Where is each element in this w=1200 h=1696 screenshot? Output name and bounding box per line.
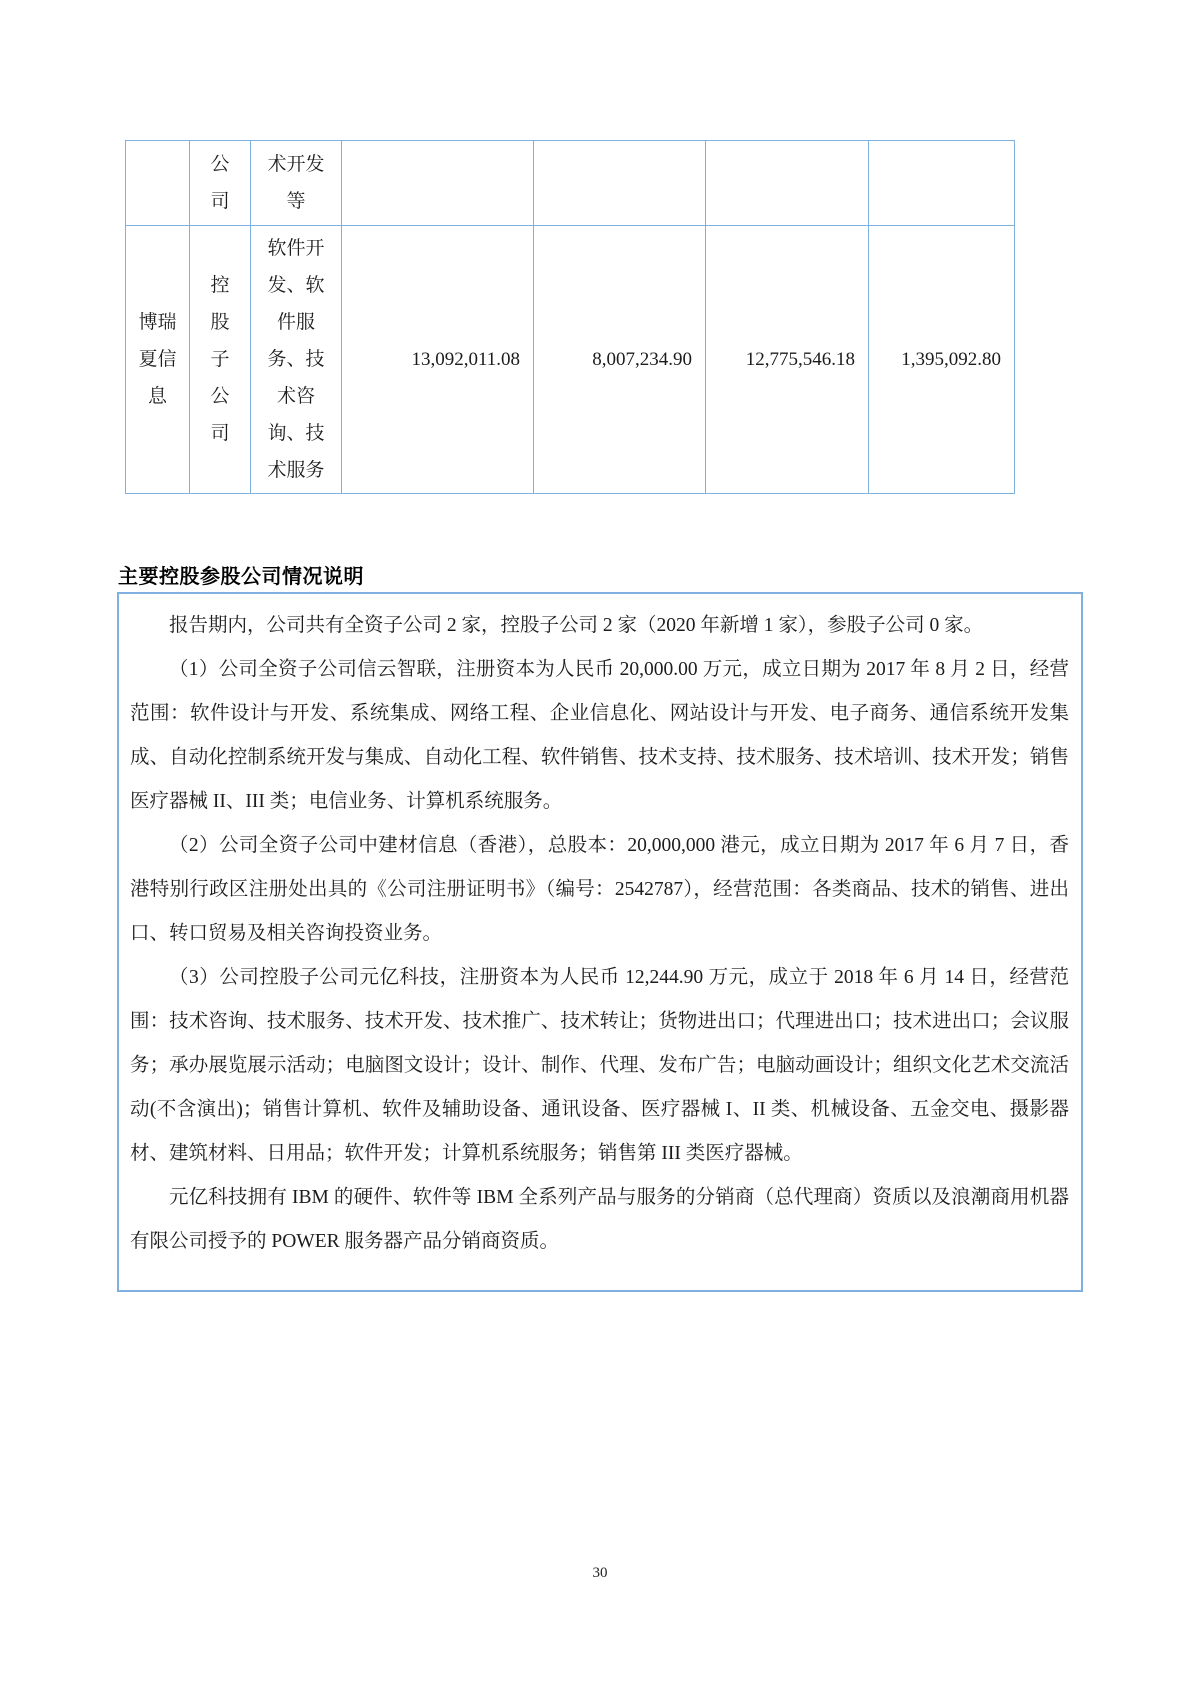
paragraph-subsidiary-3: （3）公司控股子公司元亿科技，注册资本为人民币 12,244.90 万元，成立于 2018 年 6 月 14 日，经营范围：技术咨询、技术服务、技术开发、技术推广、技术转让；货物进出口；代理进出口；技术进出口；会议服务；承办展览展示活动；电脑图文设计；设计、制作、代理、发布广告；电脑动画设计；组织文化艺术交流活动(不含演出)；销售计算机、软件及辅助设备、通讯设备、医疗器械 I、II 类、机械设备、五金交电、摄影器材、建筑材料、日用品；软件开发；计算机系统服务；销售第 III 类医疗器械。 (130, 967, 1069, 1164)
table-row (126, 141, 1015, 226)
subsidiaries-info-box (117, 592, 1083, 1292)
table-cell (190, 141, 251, 226)
business-scope-cell (251, 226, 342, 494)
table-row (126, 226, 1015, 494)
paragraph-summary: 报告期内，公司共有全资子公司 2 家，控股子公司 2 家（2020 年新增 1 家），参股子公司 0 家。 (169, 615, 984, 636)
table-cell-amount: 1,395,092.80 (869, 226, 1015, 494)
cell-text: 控股子公司 (210, 275, 230, 444)
cell-text: 公司 (210, 154, 230, 212)
table-cell-amount: 8,007,234.90 (534, 226, 706, 494)
table-cell (126, 141, 190, 226)
table-cell (869, 141, 1015, 226)
table-cell (342, 141, 534, 226)
cell-text: 博瑞夏信息 (138, 312, 177, 407)
table-cell (706, 141, 869, 226)
table-cell-amount: 13,092,011.08 (342, 226, 534, 494)
company-name-cell (126, 226, 190, 494)
paragraph-subsidiary-1: （1）公司全资子公司信云智联，注册资本为人民币 20,000.00 万元，成立日期为 2017 年 8 月 2 日，经营范围：软件设计与开发、系统集成、网络工程、企业信息化、网站设计与开发、电子商务、通信系统开发集成、自动化控制系统开发与集成、自动化工程、软件销售、技术支持、技术服务、技术培训、技术开发；销售医疗器械 II、III 类；电信业务、计算机系统服务。 (130, 659, 1069, 812)
paragraph-qualifications: 元亿科技拥有 IBM 的硬件、软件等 IBM 全系列产品与服务的分销商（总代理商）资质以及浪潮商用机器有限公司授予的 POWER 服务器产品分销商资质。 (130, 1187, 1069, 1252)
table-cell-amount: 12,775,546.18 (706, 226, 869, 494)
subsidiary-financials-table (125, 140, 1015, 494)
page-number: 30 (592, 1565, 608, 1581)
table-cell (251, 141, 342, 226)
paragraph-subsidiary-2: （2）公司全资子公司中建材信息（香港），总股本：20,000,000 港元，成立日期为 2017 年 6 月 7 日，香港特别行政区注册处出具的《公司注册证明书》（编号：2542787），经营范围：各类商品、技术的销售、进出口、转口贸易及相关咨询投资业务。 (130, 835, 1069, 944)
cell-text: 软件开发、软件服务、技术咨询、技术服务 (267, 238, 325, 481)
cell-text: 术开发等 (267, 154, 325, 212)
company-type-cell (190, 226, 251, 494)
section-heading: 主要控股参股公司情况说明 (118, 566, 364, 588)
table-cell (534, 141, 706, 226)
